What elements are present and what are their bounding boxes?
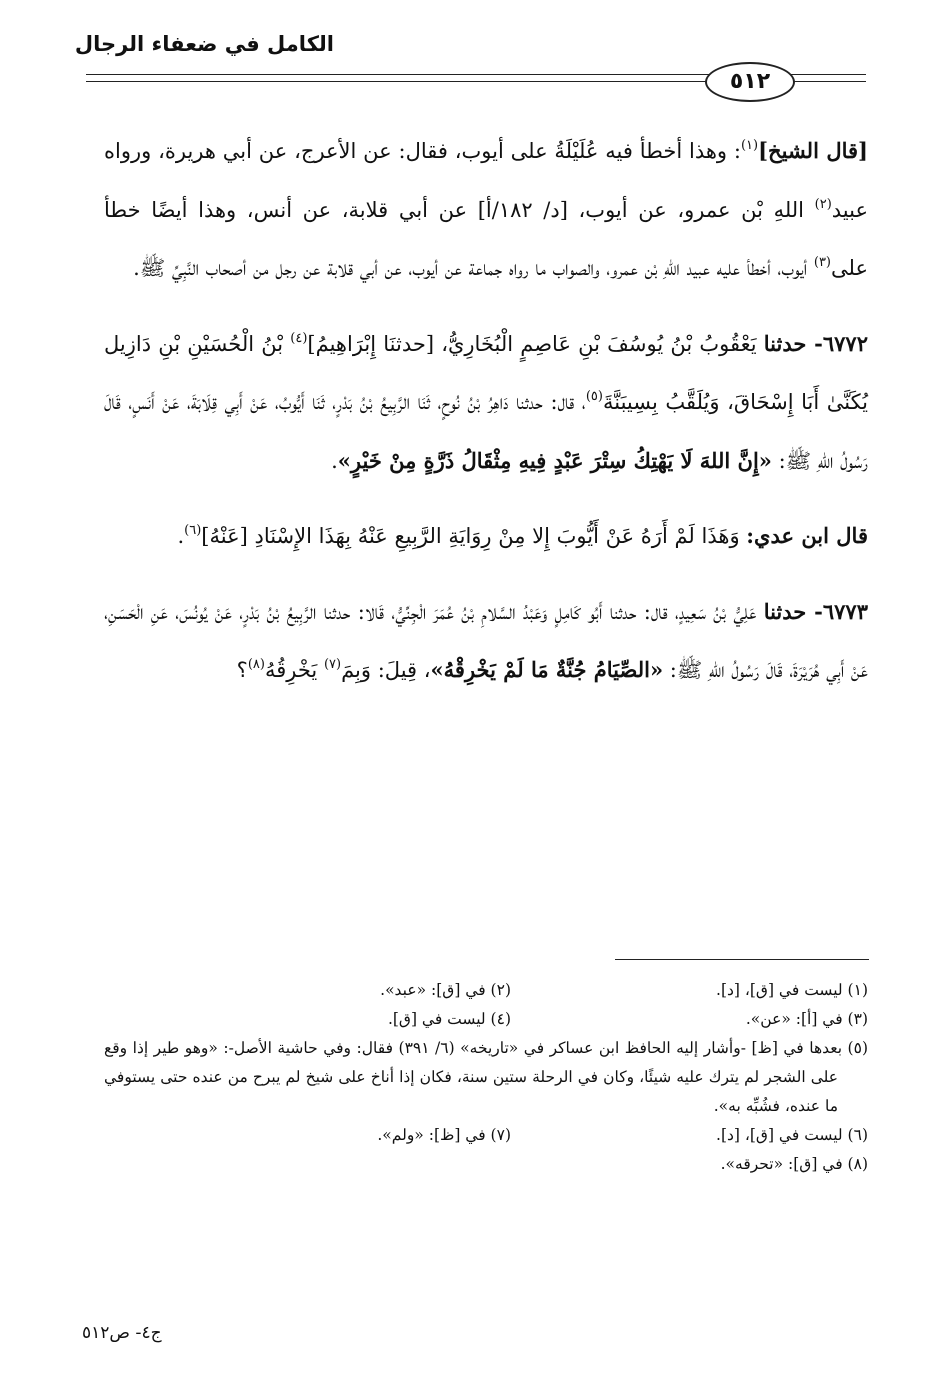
narration-lead: حدثنا <box>763 330 815 356</box>
isnad-text: عَلِيُّ بْنُ سَعِيدٍ، قال: حدثنا أَبُو كَامِلٍ وَعَبْدُ السَّلامِ بْنُ عُمَرَ الْجِنِّيُّ، قَالا: حدثنا الرَّبِيعُ بْنُ بَدْرٍ، عَنْ يُونُسَ، عَنِ الْحَسَنِ، عَنْ أَبِي هُرَيْرَةَ، قَالَ رَسُولُ اللهِ ﷺ: <box>104 599 868 682</box>
isnad-text: ، قال: حدثنا دَاهِرُ بْنُ نُوحٍ، ثَنَا الرَّبِيعُ بْنُ بَدْرٍ، ثَنَا أَيُّوبُ، عَنْ أَبِي قِلَابَةَ، عَنْ أَنَسٍ، قَالَ رَسُولُ اللهِ ﷺ: <box>104 390 868 473</box>
page-number: ٥١٢ <box>705 62 795 102</box>
isnad-text: بْنُ الْحُسَيْنِ بْنِ دَازِيل يُكَنَّىٰ أَبَا إِسْحَاقَ، وَيُلَقَّبُ بِسِيبَنَّةَ <box>104 331 869 414</box>
isnad-text: يَعْقُوبُ بْنُ يُوسُفَ بْنِ عَاصِمٍ الْبُخَارِيُّ، [حدثنَا إِبْرَاهِيمُ] <box>307 331 764 356</box>
footnote-ref[interactable]: (٧) <box>323 657 342 672</box>
speaker-label: قال ابن عدي: <box>746 523 868 548</box>
volume-page-reference: ج٤- ص٥١٢ <box>82 1323 162 1343</box>
punctuation: ؟ <box>236 658 248 682</box>
hadith-6773 <box>104 583 868 700</box>
footnote-ref[interactable]: (١) <box>740 138 759 153</box>
punctuation: . <box>331 448 338 473</box>
footnote-1: (١) ليست في [ق]، [د]. <box>716 981 868 999</box>
paragraph-text: أيوب، أخطأ عليه عبيد اللهِ بْن عمرو، والصواب ما رواه جماعة عن أيوب، عن أبي قلابة عن رجل من أصحاب النَّبِيِّ ﷺ. <box>133 256 814 280</box>
footnote-7: (٧) في [ظ]: «ولم». <box>377 1126 511 1144</box>
footnote-row <box>104 1150 868 1179</box>
footnote-row <box>104 1121 868 1150</box>
footnote-ref[interactable]: (٦) <box>184 523 202 538</box>
hadith-6772 <box>104 315 868 491</box>
footnote-ref[interactable]: (٨) <box>247 657 265 672</box>
main-text <box>104 122 868 700</box>
footnote-row <box>104 976 868 1005</box>
footnote-ref[interactable]: (٢) <box>814 196 832 212</box>
footnote-2: (٢) في [ق]: «عبد». <box>380 981 511 999</box>
footnote-4: (٤) ليست في [ق]. <box>387 1010 511 1028</box>
paragraph-text: اللهِ بْن عمرو، عن أيوب، [د/ ١٨٢/أ] عن أبي قلابة، عن أنس، وهذا أيضًا خطأ على <box>104 197 868 280</box>
hadith-number: ٦٧٧٢- <box>814 330 868 356</box>
footnote-6: (٦) ليست في [ق]، [د]. <box>716 1126 868 1144</box>
ibn-adi-comment <box>104 507 868 566</box>
isnad-text: ، قِيلَ: وَبِمَ <box>341 658 431 682</box>
footnote-row <box>104 1005 868 1034</box>
narration-lead: حدثنا <box>763 598 815 624</box>
footnote-5: (٥) بعدها في [ظ] -وأشار إليه الحافظ ابن عساكر في «تاريخه» (٦/ ٣٩١) فقال: وفي حاشية الأصل-: «وهو طير إذا وقع على الشجر لم يترك عليه شيئًا، وكان في الرحلة ستين سنة، فكان إذا أناخ على شيخ لم يبرح من عنده حتى يستوفي ما عنده، فشُبِّه به». <box>104 1039 868 1115</box>
footnote-3: (٣) في [أ]: «عن». <box>745 1010 868 1028</box>
book-title: الكامل في ضعفاء الرجال <box>74 32 334 56</box>
paragraph-text: : وهذا أخطأ فيه عُلَيْلَةُ على أيوب، فقال: عن الأعرج، عن أبي هريرة، ورواه عبيد <box>104 139 868 222</box>
hadith-matn: «الصِّيَامُ جُنَّةٌ مَا لَمْ يَخْرِقْهُ» <box>430 657 664 682</box>
footnote-ref[interactable]: (٤) <box>290 330 308 346</box>
punctuation: . <box>177 524 185 548</box>
paragraph-sheikh-comment <box>104 122 868 298</box>
footnote-ref[interactable]: (٣) <box>813 255 831 270</box>
hadith-number: ٦٧٧٣- <box>814 598 868 624</box>
isnad-text: يَخْرِقُهُ <box>264 658 324 682</box>
paragraph-text: وَهَذَا لَمْ أَرَهُ عَنْ أَيُّوبَ إِلا مِنْ رِوَايَةِ الرَّبِيعِ عَنْهُ بِهَذَا الإِسْنَادِ [عَنْهُ] <box>201 524 747 548</box>
footnote-ref[interactable]: (٥) <box>585 389 603 404</box>
speaker-label: [قال الشيخ] <box>758 138 868 163</box>
hadith-matn: «إِنَّ اللهَ لَا يَهْتِكُ سِتْرَ عَبْدٍ فِيهِ مِثْقَالُ ذَرَّةٍ مِنْ خَيْرٍ» <box>337 447 772 473</box>
footnote-8: (٨) في [ق]: «تحرقه». <box>720 1155 868 1173</box>
footnote-separator <box>615 959 869 960</box>
footnotes <box>104 976 868 1179</box>
